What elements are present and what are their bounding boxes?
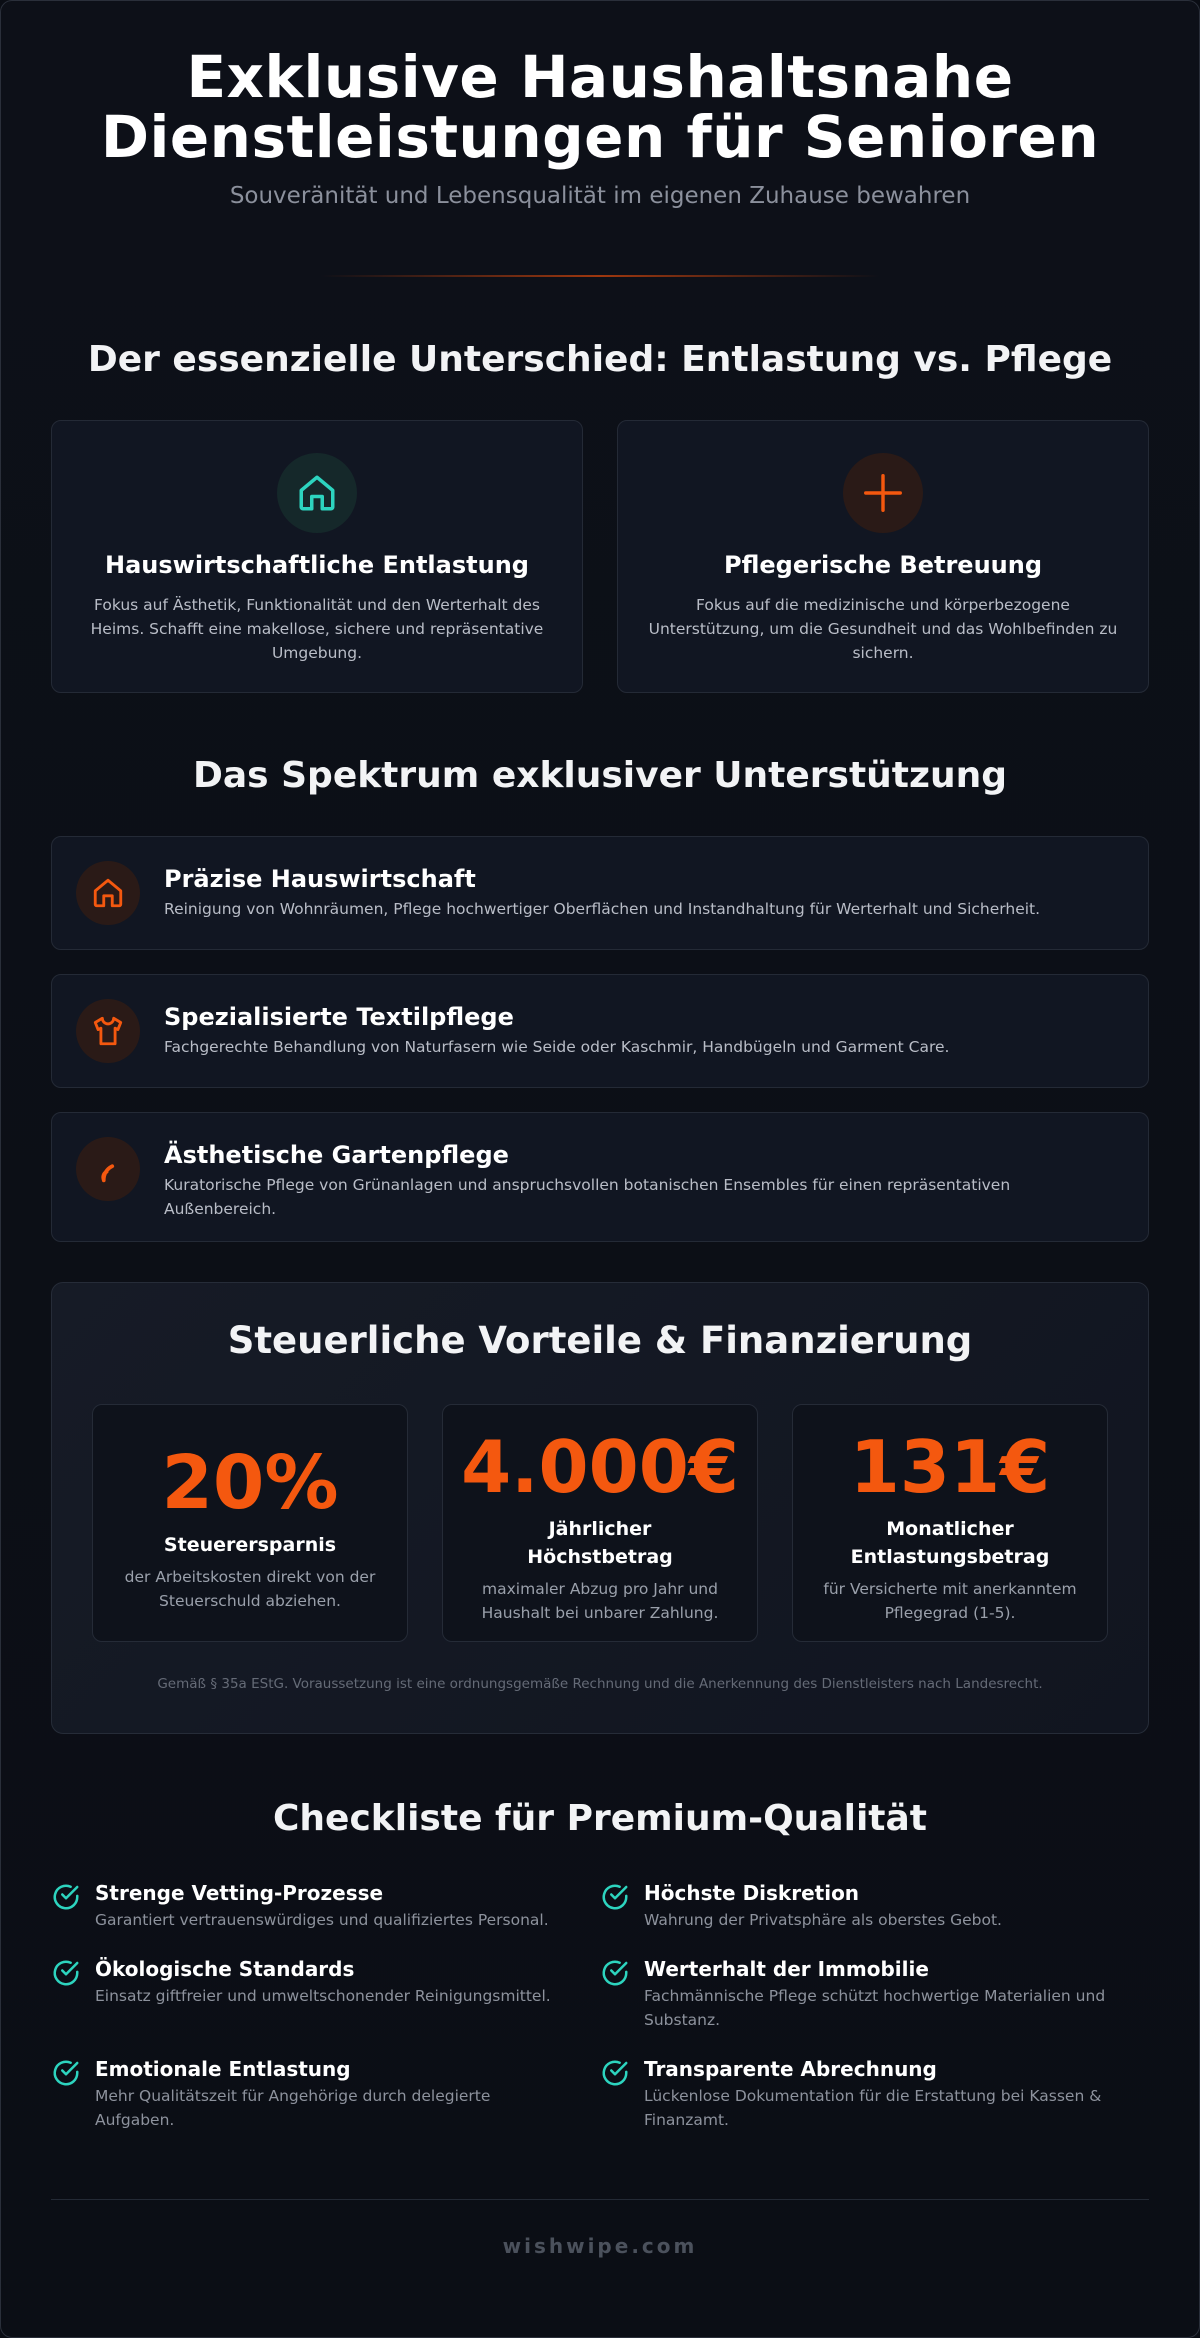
tax-card-desc: für Versicherte mit anerkanntem Pflegegrad (1-5). <box>823 1580 1077 1622</box>
difference-title: Der essenzielle Unterschied: Entlastung vs. Pflege <box>87 339 1113 380</box>
checklist-item-text: Wahrung der Privatsphäre als oberstes Gebot. <box>644 1911 1002 1929</box>
check-circle-icon <box>51 1958 81 1988</box>
checklist-item-text: Mehr Qualitätszeit für Angehörige durch delegierte Aufgaben. <box>95 2087 491 2129</box>
check-circle-icon <box>600 1958 630 1988</box>
checklist-item-title: Höchste Diskretion <box>644 1881 860 1905</box>
check-circle-icon <box>51 2058 81 2088</box>
home-icon <box>76 861 140 925</box>
tax-title: Steuerliche Vorteile & Finanzierung <box>227 1319 973 1362</box>
home-icon <box>277 453 357 533</box>
tax-section <box>51 1282 1149 1734</box>
tax-card-value: 20% <box>161 1440 339 1526</box>
checklist-item-title: Werterhalt der Immobilie <box>644 1957 929 1981</box>
tax-card-desc: maximaler Abzug pro Jahr und Haushalt bei unbarer Zahlung. <box>481 1580 719 1622</box>
tax-card-value: 131€ <box>849 1425 1051 1509</box>
checklist-item <box>600 2057 1149 2157</box>
spectrum-item-textile <box>51 974 1149 1088</box>
spectrum-item-title: Ästhetische Gartenpflege <box>164 1141 509 1169</box>
checklist-item <box>600 1957 1149 2057</box>
spectrum-item-text: Fachgerechte Behandlung von Naturfasern wie Seide oder Kaschmir, Handbügeln und Garment Care. <box>164 1038 950 1056</box>
check-circle-icon <box>600 1882 630 1912</box>
checklist-item-text: Fachmännische Pflege schützt hochwertige Materialien und Substanz. <box>644 1987 1106 2029</box>
check-circle-icon <box>51 1882 81 1912</box>
title-line-2: Dienstleistungen für Senioren <box>100 103 1100 171</box>
checklist-item-text: Einsatz giftfreier und umweltschonender Reinigungsmittel. <box>95 1987 551 2005</box>
tax-card-annual-max <box>442 1404 758 1642</box>
difference-card-title: Hauswirtschaftliche Entlastung <box>105 551 529 579</box>
difference-card-care <box>617 420 1149 693</box>
spectrum-item-title: Präzise Hauswirtschaft <box>164 865 476 893</box>
shirt-icon <box>76 999 140 1063</box>
spectrum-section <box>1 755 1199 1242</box>
spectrum-item-text: Reinigung von Wohnräumen, Pflege hochwertiger Oberflächen und Instandhaltung für Werterhalt und Sicherheit. <box>164 900 1041 918</box>
header-divider <box>320 275 880 277</box>
difference-card-title: Pflegerische Betreuung <box>724 551 1042 579</box>
checklist-section <box>1 1798 1199 2157</box>
tax-card-monthly <box>792 1404 1108 1642</box>
spectrum-item-text: Kuratorische Pflege von Grünanlagen und anspruchsvollen botanischen Ensembles für einen repräsentativen Außenbereich. <box>164 1176 1011 1218</box>
checklist-item <box>51 2057 600 2157</box>
checklist-item-text: Lückenlose Dokumentation für die Erstattung bei Kassen & Finanzamt. <box>644 2087 1102 2129</box>
spectrum-item-garden <box>51 1112 1149 1242</box>
plus-icon <box>843 453 923 533</box>
spectrum-title: Das Spektrum exklusiver Unterstützung <box>192 755 1007 796</box>
difference-card-text: Fokus auf Ästhetik, Funktionalität und den Werterhalt des Heims. Schafft eine makellose, sichere und repräsentative Umgebung. <box>90 596 544 662</box>
checklist-item <box>51 1881 600 1957</box>
tax-card-label: Jährlicher Höchstbetrag <box>527 1518 673 1568</box>
checklist-title: Checkliste für Premium-Qualität <box>273 1798 927 1839</box>
tax-card-label: Steuerersparnis <box>163 1534 337 1556</box>
page-title <box>1 43 1199 171</box>
page-subtitle: Souveränität und Lebensqualität im eigenen Zuhause bewahren <box>229 183 971 209</box>
checklist-item-title: Transparente Abrechnung <box>644 2057 937 2081</box>
footer-brand[interactable]: wishwipe.com <box>502 2234 698 2258</box>
checklist-item-title: Emotionale Entlastung <box>95 2057 351 2081</box>
difference-section <box>1 339 1199 693</box>
spectrum-item-title: Spezialisierte Textilpflege <box>164 1003 514 1031</box>
checklist-item-title: Ökologische Standards <box>95 1957 355 1981</box>
title-line-1: Exklusive Haushaltsnahe <box>186 43 1014 111</box>
checklist-item <box>51 1957 600 2057</box>
tax-card-savings <box>92 1404 408 1642</box>
difference-card-text: Fokus auf die medizinische und körperbezogene Unterstützung, um die Gesundheit und das Wohlbefinden zu sichern. <box>648 596 1118 662</box>
tax-card-value: 4.000€ <box>461 1425 739 1509</box>
hero-header <box>1 1 1199 277</box>
tax-card-desc: der Arbeitskosten direkt von der Steuerschuld abziehen. <box>124 1568 376 1610</box>
tax-card-label: Monatlicher Entlastungsbetrag <box>850 1518 1050 1568</box>
leaf-icon <box>76 1137 140 1201</box>
checklist-item-text: Garantiert vertrauenswürdiges und qualifiziertes Personal. <box>95 1911 549 1929</box>
difference-card-household <box>51 420 583 693</box>
tax-legal-note: Gemäß § 35a EStG. Voraussetzung ist eine ordnungsgemäße Rechnung und die Anerkennung des Dienstleisters nach Landesrecht. <box>157 1676 1043 1692</box>
footer-divider <box>51 2199 1149 2200</box>
spectrum-item-household <box>51 836 1149 950</box>
checklist-item <box>600 1881 1149 1957</box>
check-circle-icon <box>600 2058 630 2088</box>
checklist-item-title: Strenge Vetting-Prozesse <box>95 1881 384 1905</box>
